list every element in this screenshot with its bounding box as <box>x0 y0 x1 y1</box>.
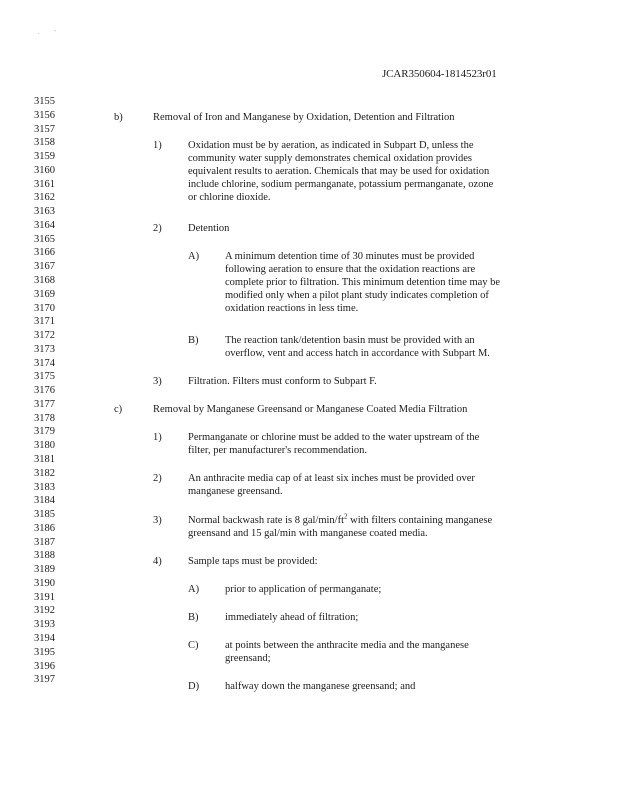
line-number: 3172 <box>34 330 55 342</box>
line-number: 3179 <box>34 426 55 438</box>
marker-c4: 4) <box>153 556 162 567</box>
scan-specks: . ' <box>38 30 56 36</box>
b3-line1: Filtration. Filters must conform to Subpart F. <box>188 376 377 387</box>
line-number: 3175 <box>34 371 55 383</box>
c4C-line2: greensand; <box>225 653 271 664</box>
line-number: 3185 <box>34 509 55 521</box>
line-number: 3164 <box>34 219 55 231</box>
b1-line2: community water supply demonstrates chemical oxidation provides <box>188 153 473 164</box>
c1-line1: Permanganate or chlorine must be added to the water upstream of the <box>188 432 480 443</box>
line-number: 3156 <box>34 109 55 121</box>
c4A-line1: prior to application of permanganate; <box>225 584 382 595</box>
line-number: 3181 <box>34 454 55 466</box>
marker-c3: 3) <box>153 515 162 526</box>
b2A-line5: oxidation reactions in less time. <box>225 303 359 314</box>
heading-b: Removal of Iron and Manganese by Oxidation, Detention and Filtration <box>153 112 455 123</box>
marker-b2B: B) <box>188 335 199 346</box>
b2-heading: Detention <box>188 223 230 234</box>
c4C-line1: at points between the anthracite media and the manganese <box>225 640 469 651</box>
line-number: 3170 <box>34 302 55 314</box>
line-number: 3196 <box>34 660 55 672</box>
b2B-line1: The reaction tank/detention basin must be provided with an <box>225 335 475 346</box>
line-number: 3162 <box>34 192 55 204</box>
c3-line1-a: Normal backwash rate is 8 gal/min/ft <box>188 515 344 526</box>
marker-b: b) <box>114 112 123 123</box>
line-number: 3187 <box>34 536 55 548</box>
c4B-line1: immediately ahead of filtration; <box>225 612 359 623</box>
marker-c: c) <box>114 404 123 415</box>
marker-c4C: C) <box>188 640 199 651</box>
line-number: 3166 <box>34 247 55 259</box>
c1-line2: filter, per manufacturer's recommendation. <box>188 445 368 456</box>
c3-line1-sup: 2 <box>344 512 348 521</box>
c4-heading: Sample taps must be provided: <box>188 556 318 567</box>
marker-c2: 2) <box>153 473 162 484</box>
line-number: 3169 <box>34 288 55 300</box>
line-number: 3189 <box>34 564 55 576</box>
line-number: 3167 <box>34 261 55 273</box>
marker-b1: 1) <box>153 140 162 151</box>
line-number: 3180 <box>34 440 55 452</box>
heading-c: Removal by Manganese Greensand or Manganese Coated Media Filtration <box>153 404 468 415</box>
c4D-line1: halfway down the manganese greensand; and <box>225 681 416 692</box>
line-number: 3194 <box>34 633 55 645</box>
line-number: 3197 <box>34 674 55 686</box>
marker-b3: 3) <box>153 376 162 387</box>
c3-line2: greensand and 15 gal/min with manganese coated media. <box>188 528 428 539</box>
line-number: 3161 <box>34 178 55 190</box>
marker-b2A: A) <box>188 251 200 262</box>
line-number: 3183 <box>34 481 55 493</box>
b1-line4: include chlorine, sodium permanganate, potassium permanganate, ozone <box>188 179 494 190</box>
line-number: 3192 <box>34 605 55 617</box>
b2A-line3: complete prior to filtration. This minimum detention time may be <box>225 277 501 288</box>
line-number: 3155 <box>34 96 55 107</box>
c2-line1: An anthracite media cap of at least six inches must be provided over <box>188 473 475 484</box>
line-number: 3193 <box>34 619 55 631</box>
b1-line1: Oxidation must be by aeration, as indicated in Subpart D, unless the <box>188 140 474 151</box>
line-number: 3160 <box>34 164 55 176</box>
line-number: 3163 <box>34 206 55 218</box>
document-id: JCAR350604-1814523r01 <box>382 68 497 80</box>
b1-line3: equivalent results to aeration. Chemicals that may be used for oxidation <box>188 166 490 177</box>
line-number: 3177 <box>34 398 55 410</box>
line-number: 3178 <box>34 412 55 424</box>
line-number: 3190 <box>34 577 55 589</box>
line-number: 3186 <box>34 522 55 534</box>
b1-line5: or chlorine dioxide. <box>188 192 271 203</box>
line-number: 3168 <box>34 275 55 286</box>
line-number: 3173 <box>34 343 55 355</box>
c2-line2: manganese greensand. <box>188 486 283 497</box>
line-number: 3176 <box>34 385 55 397</box>
marker-c4A: A) <box>188 584 200 595</box>
line-number: 3184 <box>34 495 55 507</box>
line-number: 3165 <box>34 233 55 245</box>
b2B-line2: overflow, vent and access hatch in accordance with Subpart M. <box>225 348 490 359</box>
line-number: 3171 <box>34 316 55 328</box>
line-number: 3191 <box>34 591 55 603</box>
line-number: 3174 <box>34 357 55 369</box>
line-number: 3195 <box>34 646 55 658</box>
line-number: 3188 <box>34 550 55 562</box>
line-number: 3158 <box>34 137 55 149</box>
line-number: 3182 <box>34 467 55 479</box>
c3-line1-b: with filters containing manganese <box>347 515 493 526</box>
marker-c4D: D) <box>188 681 200 692</box>
marker-c4B: B) <box>188 612 199 623</box>
line-number: 3157 <box>34 123 55 135</box>
b2A-line4: modified only when a pilot plant study indicates completion of <box>225 290 489 301</box>
b2A-line2: following aeration to ensure that the oxidation reactions are <box>225 264 476 275</box>
b2A-line1: A minimum detention time of 30 minutes must be provided <box>225 251 475 262</box>
c3-line1 <box>188 514 492 527</box>
marker-c1: 1) <box>153 432 162 443</box>
line-number: 3159 <box>34 151 55 163</box>
marker-b2: 2) <box>153 223 162 234</box>
